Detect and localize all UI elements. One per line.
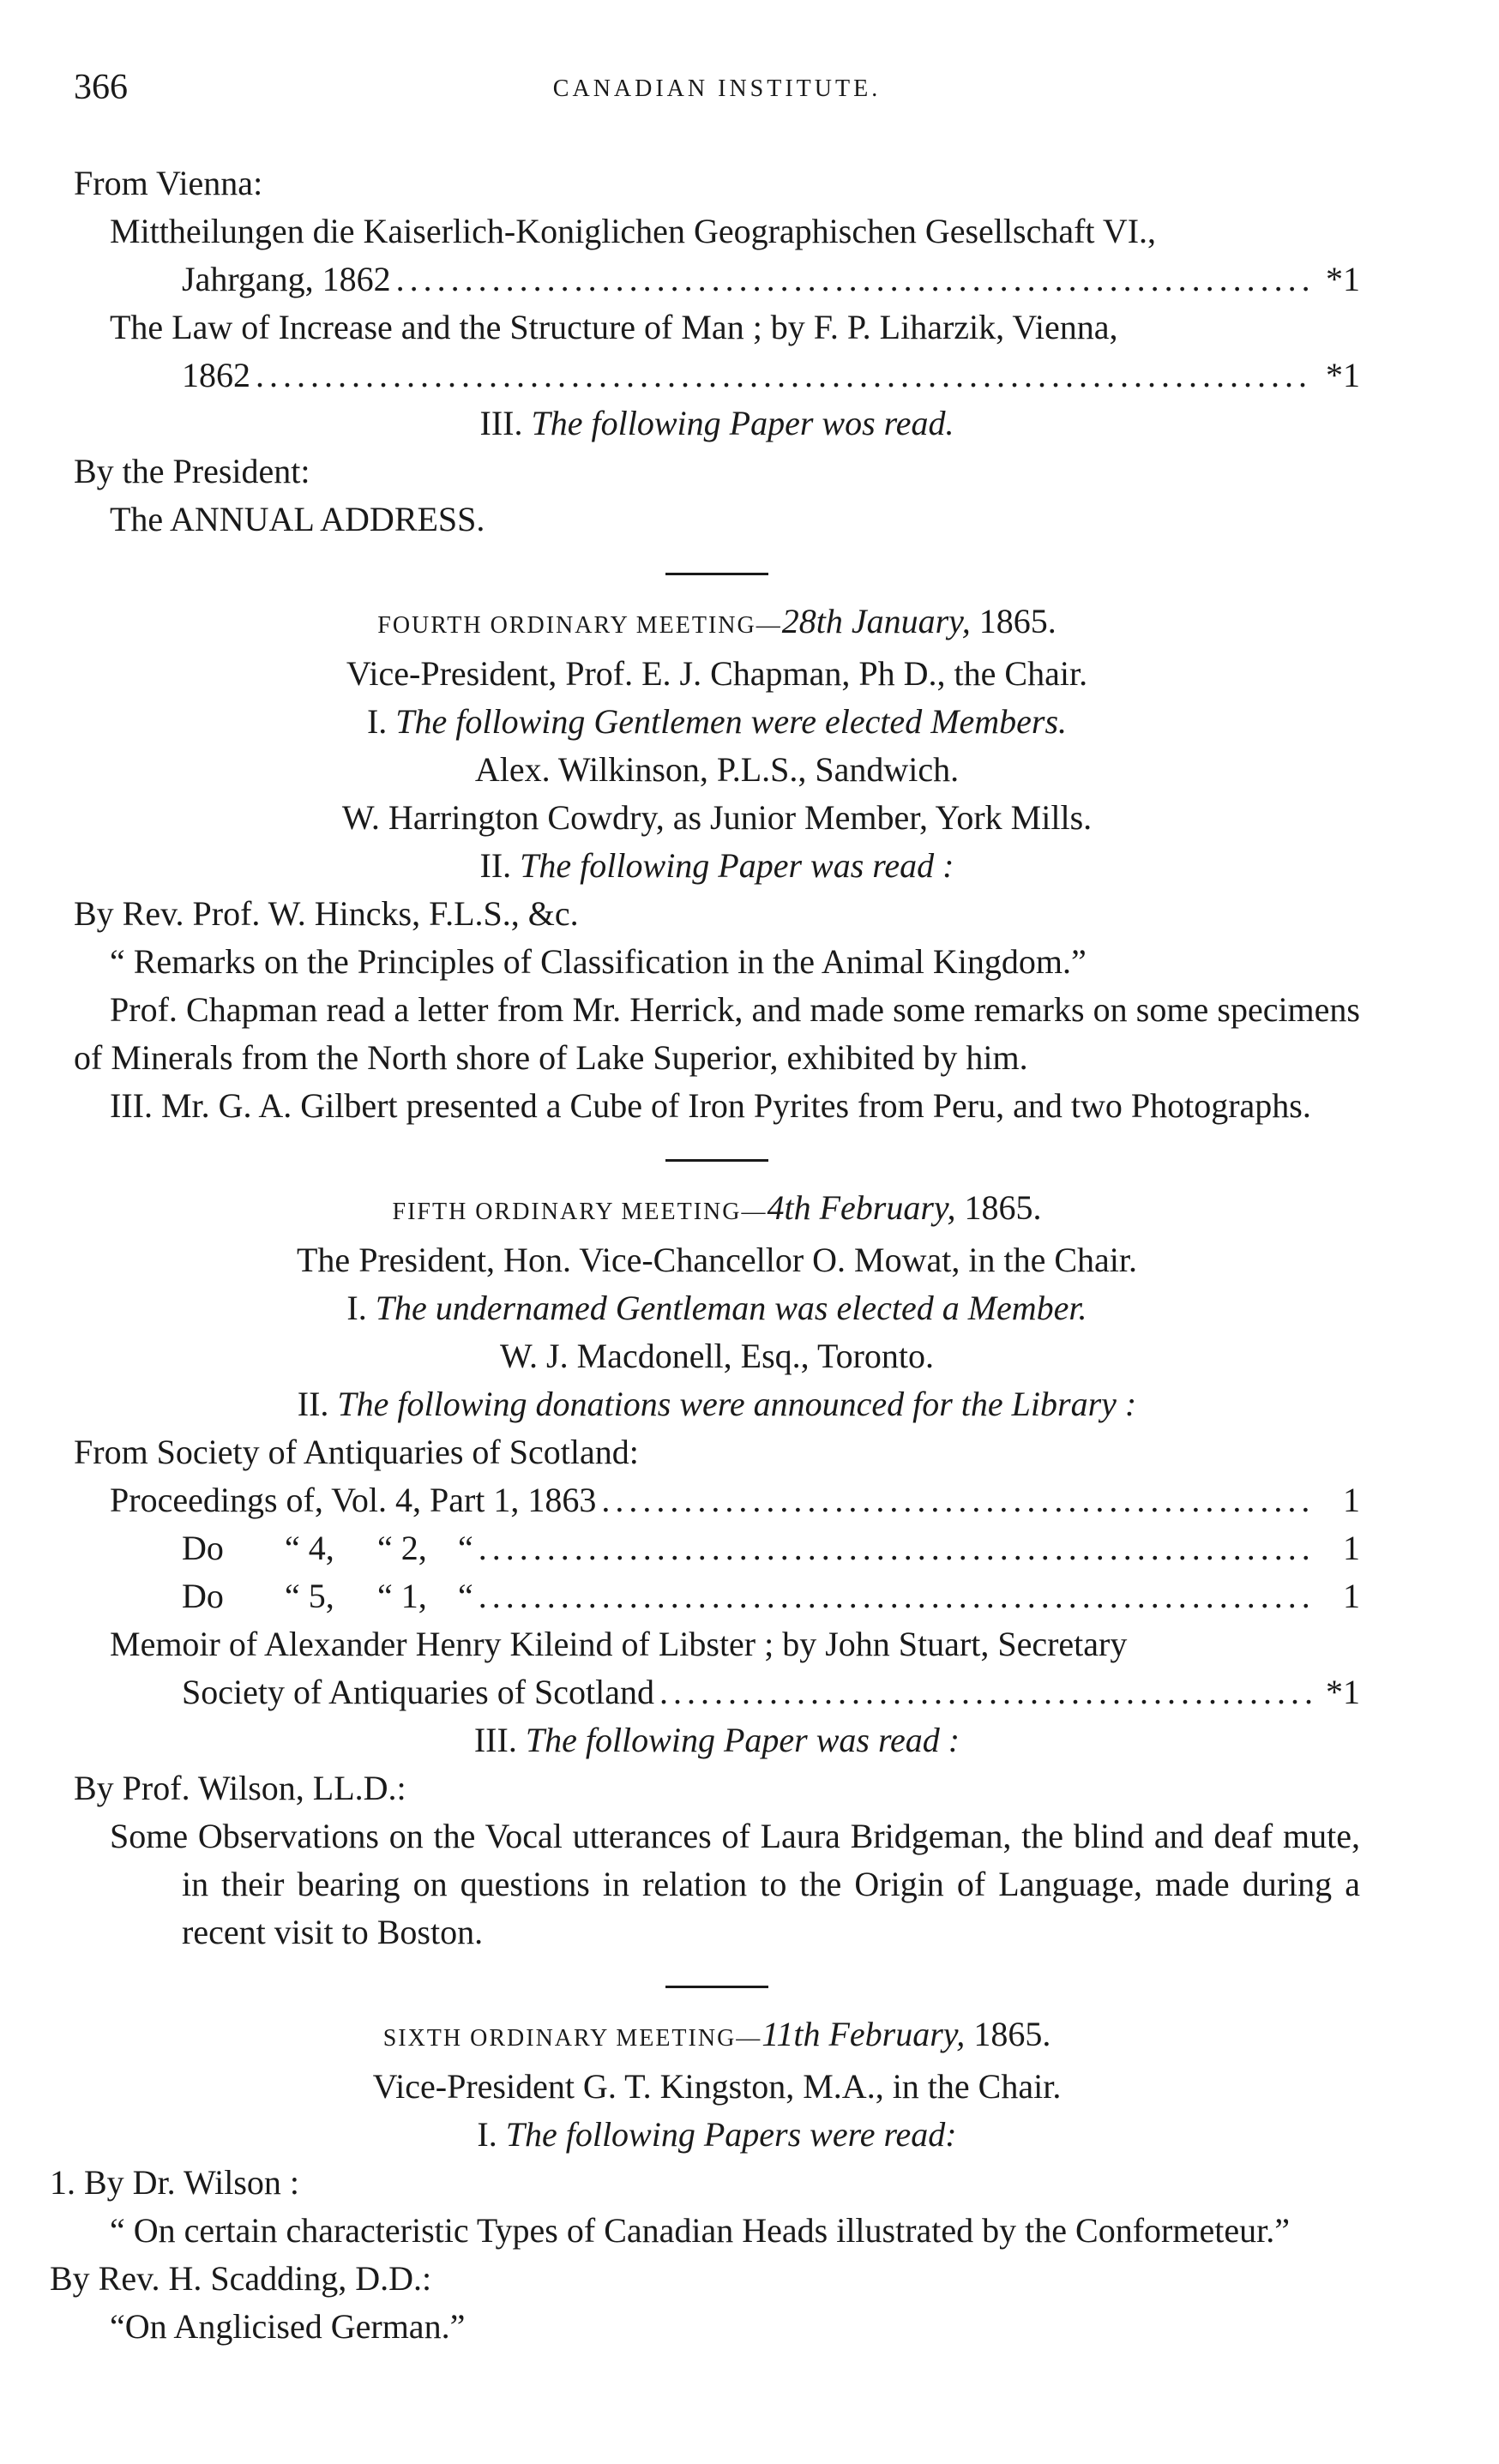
vienna-paper: The ANNUAL ADDRESS. [110,500,485,538]
fifth-paper: Some Observations on the Vocal utterances of Laura Bridgeman, the blind and deaf mute, in their bearing on questions in relation to the Origin of Language, made during a recent visit to Boston. [110,1817,1360,1951]
fifth-meeting-title: FIFTH ORDINARY MEETING— [392,1199,768,1225]
fifth-meeting-year: 1865. [964,1188,1042,1227]
sixth-read-text: The following Papers were read: [505,2115,957,2154]
fifth-proc2-vol: “ 4, [285,1529,334,1567]
fourth-paper: “ Remarks on the Principles of Classification in the Animal Kingdom.” [110,942,1087,981]
fourth-read-text: The following Paper was read : [520,846,954,885]
fifth-read-num: III. [473,1721,517,1759]
fifth-proc2 [74,1524,1360,1572]
dot-leader [659,1668,1312,1716]
fifth-elected-num: I. [346,1289,367,1327]
fifth-proc1-mark: 1 [1343,1481,1360,1519]
fifth-donations-text: The following donations were announced for the Library : [337,1385,1137,1423]
fifth-proc2-mark: 1 [1343,1529,1360,1567]
fifth-elected-heading [74,1284,1360,1332]
fifth-proc2-year: “ [458,1529,473,1567]
fourth-note: Prof. Chapman read a letter from Mr. Herrick, and made some remarks on some specimens of Minerals from the North shore of Lake Superior, exhibited by him. [74,990,1360,1077]
fourth-meeting-title: FOURTH ORDINARY MEETING— [377,612,782,639]
fifth-proc2-part: “ 2, [377,1529,427,1567]
fourth-elected-text: The following Gentlemen were elected Members. [395,702,1068,741]
fourth-gift: III. Mr. G. A. Gilbert presented a Cube of Iron Pyrites from Peru, and two Photographs. [110,1086,1311,1125]
fourth-member2: W. Harrington Cowdry, as Junior Member, York Mills. [341,798,1093,837]
vienna-item1-text: Jahrgang, 1862 [182,260,391,298]
sixth-meeting-heading [74,2010,1360,2063]
fourth-by: By Rev. Prof. W. Hincks, F.L.S., &c. [74,894,579,933]
fifth-proc3 [74,1572,1360,1620]
fourth-meeting-date: 28th January, [781,602,971,640]
fifth-by: By Prof. Wilson, LL.D.: [74,1769,406,1807]
dot-leader [601,1476,1312,1524]
fourth-elected-num: I. [366,702,388,741]
page-number: 366 [74,68,128,107]
vienna-read-heading [74,400,1360,448]
sixth-meeting-date: 11th February, [762,2015,966,2053]
sixth-by2: By Rev. H. Scadding, D.D.: [50,2259,432,2298]
dot-leader [479,1572,1312,1620]
vienna-item2-mark: *1 [1326,356,1360,394]
fifth-meeting-date: 4th February, [767,1188,956,1227]
sixth-paper2: “On Anglicised German.” [110,2307,466,2346]
fourth-chair: Vice-President, Prof. E. J. Chapman, Ph D., the Chair. [346,654,1088,693]
fifth-memoir-text: Society of Antiquaries of Scotland [182,1673,655,1711]
vienna-item2-text: 1862 [182,356,250,394]
fifth-meeting-heading [74,1184,1360,1236]
fourth-meeting-heading [74,598,1360,650]
fourth-meeting-year: 1865. [978,602,1057,640]
fifth-read-text: The following Paper was read : [525,1721,960,1759]
section-divider [665,1986,768,1988]
fifth-from: From Society of Antiquaries of Scotland: [74,1433,639,1471]
sixth-by1: 1. By Dr. Wilson : [50,2163,300,2202]
fifth-chair: The President, Hon. Vice-Chancellor O. Mowat, in the Chair. [297,1241,1137,1279]
sixth-read-num: I. [477,2115,497,2154]
section-divider [665,573,768,575]
fourth-member1: Alex. Wilkinson, P.L.S., Sandwich. [474,750,960,789]
dot-leader [479,1524,1312,1572]
vienna-read-num: III. [479,404,523,442]
page-body [50,159,1360,2351]
fifth-proc3-vol: “ 5, [285,1577,334,1615]
page-header [74,67,1360,118]
fifth-proc2-do: Do [182,1529,224,1567]
sixth-chair: Vice-President G. T. Kingston, M.A., in the Chair. [372,2067,1062,2106]
fourth-elected-heading [74,698,1360,746]
vienna-item1-line2 [74,255,1360,303]
fifth-memoir-line1: Memoir of Alexander Henry Kileind of Libster ; by John Stuart, Secretary [110,1625,1128,1663]
fifth-member1: W. J. Macdonell, Esq., Toronto. [499,1337,935,1375]
fifth-proc1 [74,1476,1360,1524]
sixth-meeting-year: 1865. [973,2015,1051,2053]
fifth-elected-text: The undernamed Gentleman was elected a Member. [375,1289,1087,1327]
dot-leader [396,255,1312,303]
vienna-heading: From Vienna: [74,164,263,202]
vienna-item1-line1: Mittheilungen die Kaiserlich-Koniglichen Geographischen Gesellschaft VI., [110,212,1157,250]
vienna-by: By the President: [74,452,310,490]
fourth-read-num: II. [479,846,512,885]
fifth-proc3-do: Do [182,1577,224,1615]
dot-leader [256,352,1312,400]
fourth-read-heading [74,842,1360,890]
vienna-item2-line2 [74,352,1360,400]
section-divider [665,1159,768,1162]
sixth-paper1: “ On certain characteristic Types of Canadian Heads illustrated by the Conformeteur.” [110,2211,1290,2250]
vienna-item1-mark: *1 [1326,260,1360,298]
fifth-memoir-line2 [74,1668,1360,1716]
running-head: CANADIAN INSTITUTE. [552,75,882,102]
fifth-memoir-mark: *1 [1326,1673,1360,1711]
fifth-read-heading [74,1716,1360,1764]
fifth-proc3-year: “ [458,1577,473,1615]
vienna-read-text: The following Paper wos read. [531,404,954,442]
vienna-item2-line1: The Law of Increase and the Structure of Man ; by F. P. Liharzik, Vienna, [110,308,1118,346]
sixth-read-heading [74,2111,1360,2159]
fifth-proc3-part: “ 1, [377,1577,427,1615]
fifth-proc1-text: Proceedings of, Vol. 4, Part 1, 1863 [110,1481,597,1519]
sixth-meeting-title: SIXTH ORDINARY MEETING— [382,2025,762,2052]
fifth-donations-heading [74,1380,1360,1428]
fifth-proc3-mark: 1 [1343,1577,1360,1615]
fifth-donations-num: II. [297,1385,329,1423]
